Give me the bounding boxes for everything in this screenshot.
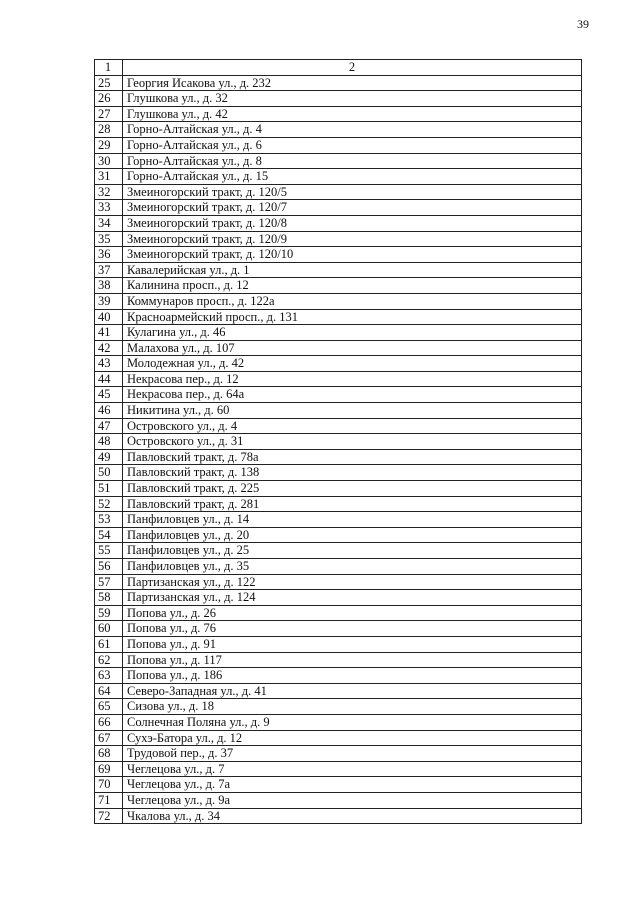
row-number-cell: 55 [95,543,123,559]
table-row [95,699,582,715]
row-address-cell: Панфиловцев ул., д. 20 [123,527,582,543]
row-number-cell: 31 [95,169,123,185]
row-number-cell: 67 [95,730,123,746]
row-number-cell: 66 [95,714,123,730]
table-header-row [95,60,582,76]
row-number-cell: 65 [95,699,123,715]
row-number-cell: 51 [95,481,123,497]
table-row [95,574,582,590]
table-row [95,496,582,512]
row-address-cell: Панфиловцев ул., д. 14 [123,512,582,528]
row-number-cell: 37 [95,262,123,278]
row-address-cell: Змеиногорский тракт, д. 120/7 [123,200,582,216]
table-row [95,356,582,372]
row-number-cell: 71 [95,792,123,808]
table-row [95,106,582,122]
row-address-cell: Трудовой пер., д. 37 [123,746,582,762]
row-number-cell: 69 [95,761,123,777]
table-row [95,403,582,419]
row-number-cell: 30 [95,153,123,169]
table-row [95,137,582,153]
row-number-cell: 48 [95,434,123,450]
row-address-cell: Северо-Западная ул., д. 41 [123,683,582,699]
row-number-cell: 58 [95,590,123,606]
table-row [95,636,582,652]
table-row [95,184,582,200]
row-address-cell: Сизова ул., д. 18 [123,699,582,715]
row-address-cell: Панфиловцев ул., д. 35 [123,559,582,575]
row-address-cell: Попова ул., д. 26 [123,605,582,621]
row-address-cell: Островского ул., д. 4 [123,418,582,434]
row-address-cell: Чеглецова ул., д. 9а [123,792,582,808]
table-row [95,91,582,107]
row-address-cell: Чкалова ул., д. 34 [123,808,582,824]
row-address-cell: Никитина ул., д. 60 [123,403,582,419]
row-address-cell: Глушкова ул., д. 32 [123,91,582,107]
table-row [95,652,582,668]
row-number-cell: 50 [95,465,123,481]
row-address-cell: Малахова ул., д. 107 [123,340,582,356]
row-address-cell: Георгия Исакова ул., д. 232 [123,75,582,91]
row-address-cell: Горно-Алтайская ул., д. 8 [123,153,582,169]
row-address-cell: Глушкова ул., д. 42 [123,106,582,122]
row-address-cell: Змеиногорский тракт, д. 120/9 [123,231,582,247]
row-number-cell: 70 [95,777,123,793]
row-number-cell: 53 [95,512,123,528]
row-number-cell: 25 [95,75,123,91]
row-number-cell: 62 [95,652,123,668]
table-row [95,325,582,341]
row-number-cell: 38 [95,278,123,294]
header-cell-number: 1 [95,60,123,76]
row-address-cell: Солнечная Поляна ул., д. 9 [123,714,582,730]
row-address-cell: Горно-Алтайская ул., д. 15 [123,169,582,185]
table-row [95,808,582,824]
table-row [95,481,582,497]
row-number-cell: 40 [95,309,123,325]
row-number-cell: 47 [95,418,123,434]
row-number-cell: 52 [95,496,123,512]
row-address-cell: Кулагина ул., д. 46 [123,325,582,341]
row-number-cell: 33 [95,200,123,216]
table-row [95,621,582,637]
row-address-cell: Горно-Алтайская ул., д. 6 [123,137,582,153]
row-number-cell: 36 [95,247,123,263]
row-number-cell: 59 [95,605,123,621]
row-number-cell: 27 [95,106,123,122]
row-address-cell: Островского ул., д. 31 [123,434,582,450]
table-row [95,512,582,528]
table-row [95,169,582,185]
table-row [95,418,582,434]
row-number-cell: 57 [95,574,123,590]
table-row [95,215,582,231]
row-address-cell: Молодежная ул., д. 42 [123,356,582,372]
table-row [95,75,582,91]
address-table [94,59,582,824]
table-row [95,605,582,621]
row-address-cell: Павловский тракт, д. 281 [123,496,582,512]
row-address-cell: Партизанская ул., д. 124 [123,590,582,606]
row-number-cell: 42 [95,340,123,356]
table-row [95,527,582,543]
row-number-cell: 29 [95,137,123,153]
row-number-cell: 34 [95,215,123,231]
row-address-cell: Павловский тракт, д. 138 [123,465,582,481]
row-address-cell: Павловский тракт, д. 225 [123,481,582,497]
row-number-cell: 68 [95,746,123,762]
row-address-cell: Сухэ-Батора ул., д. 12 [123,730,582,746]
row-number-cell: 26 [95,91,123,107]
row-address-cell: Некрасова пер., д. 64а [123,387,582,403]
row-address-cell: Некрасова пер., д. 12 [123,371,582,387]
table-row [95,247,582,263]
row-address-cell: Попова ул., д. 186 [123,668,582,684]
table-row [95,122,582,138]
table-row [95,683,582,699]
table-row [95,309,582,325]
row-number-cell: 60 [95,621,123,637]
table-row [95,153,582,169]
table-row [95,559,582,575]
row-address-cell: Попова ул., д. 117 [123,652,582,668]
row-number-cell: 35 [95,231,123,247]
row-address-cell: Попова ул., д. 91 [123,636,582,652]
row-address-cell: Змеиногорский тракт, д. 120/8 [123,215,582,231]
row-address-cell: Партизанская ул., д. 122 [123,574,582,590]
table-row [95,387,582,403]
row-number-cell: 54 [95,527,123,543]
row-number-cell: 61 [95,636,123,652]
row-number-cell: 46 [95,403,123,419]
row-address-cell: Чеглецова ул., д. 7а [123,777,582,793]
table-row [95,668,582,684]
table-row [95,543,582,559]
row-number-cell: 72 [95,808,123,824]
row-number-cell: 39 [95,293,123,309]
row-number-cell: 64 [95,683,123,699]
row-number-cell: 28 [95,122,123,138]
row-address-cell: Красноармейский просп., д. 131 [123,309,582,325]
page-number: 39 [577,17,589,31]
table-row [95,761,582,777]
table-row [95,434,582,450]
table-row [95,200,582,216]
table-row [95,340,582,356]
row-number-cell: 32 [95,184,123,200]
table-row [95,465,582,481]
row-number-cell: 56 [95,559,123,575]
header-cell-address: 2 [123,60,582,76]
address-table-body [95,60,582,824]
table-row [95,371,582,387]
row-address-cell: Павловский тракт, д. 78а [123,449,582,465]
row-address-cell: Чеглецова ул., д. 7 [123,761,582,777]
table-row [95,730,582,746]
table-row [95,231,582,247]
table-row [95,293,582,309]
table-row [95,278,582,294]
row-address-cell: Горно-Алтайская ул., д. 4 [123,122,582,138]
row-number-cell: 43 [95,356,123,372]
table-row [95,262,582,278]
row-address-cell: Кавалерийская ул., д. 1 [123,262,582,278]
row-address-cell: Коммунаров просп., д. 122а [123,293,582,309]
table-row [95,746,582,762]
table-row [95,449,582,465]
row-number-cell: 63 [95,668,123,684]
table-row [95,777,582,793]
table-row [95,590,582,606]
row-number-cell: 45 [95,387,123,403]
row-address-cell: Панфиловцев ул., д. 25 [123,543,582,559]
row-address-cell: Попова ул., д. 76 [123,621,582,637]
row-address-cell: Змеиногорский тракт, д. 120/5 [123,184,582,200]
row-address-cell: Калинина просп., д. 12 [123,278,582,294]
row-number-cell: 49 [95,449,123,465]
table-row [95,792,582,808]
row-address-cell: Змеиногорский тракт, д. 120/10 [123,247,582,263]
row-number-cell: 41 [95,325,123,341]
table-row [95,714,582,730]
row-number-cell: 44 [95,371,123,387]
